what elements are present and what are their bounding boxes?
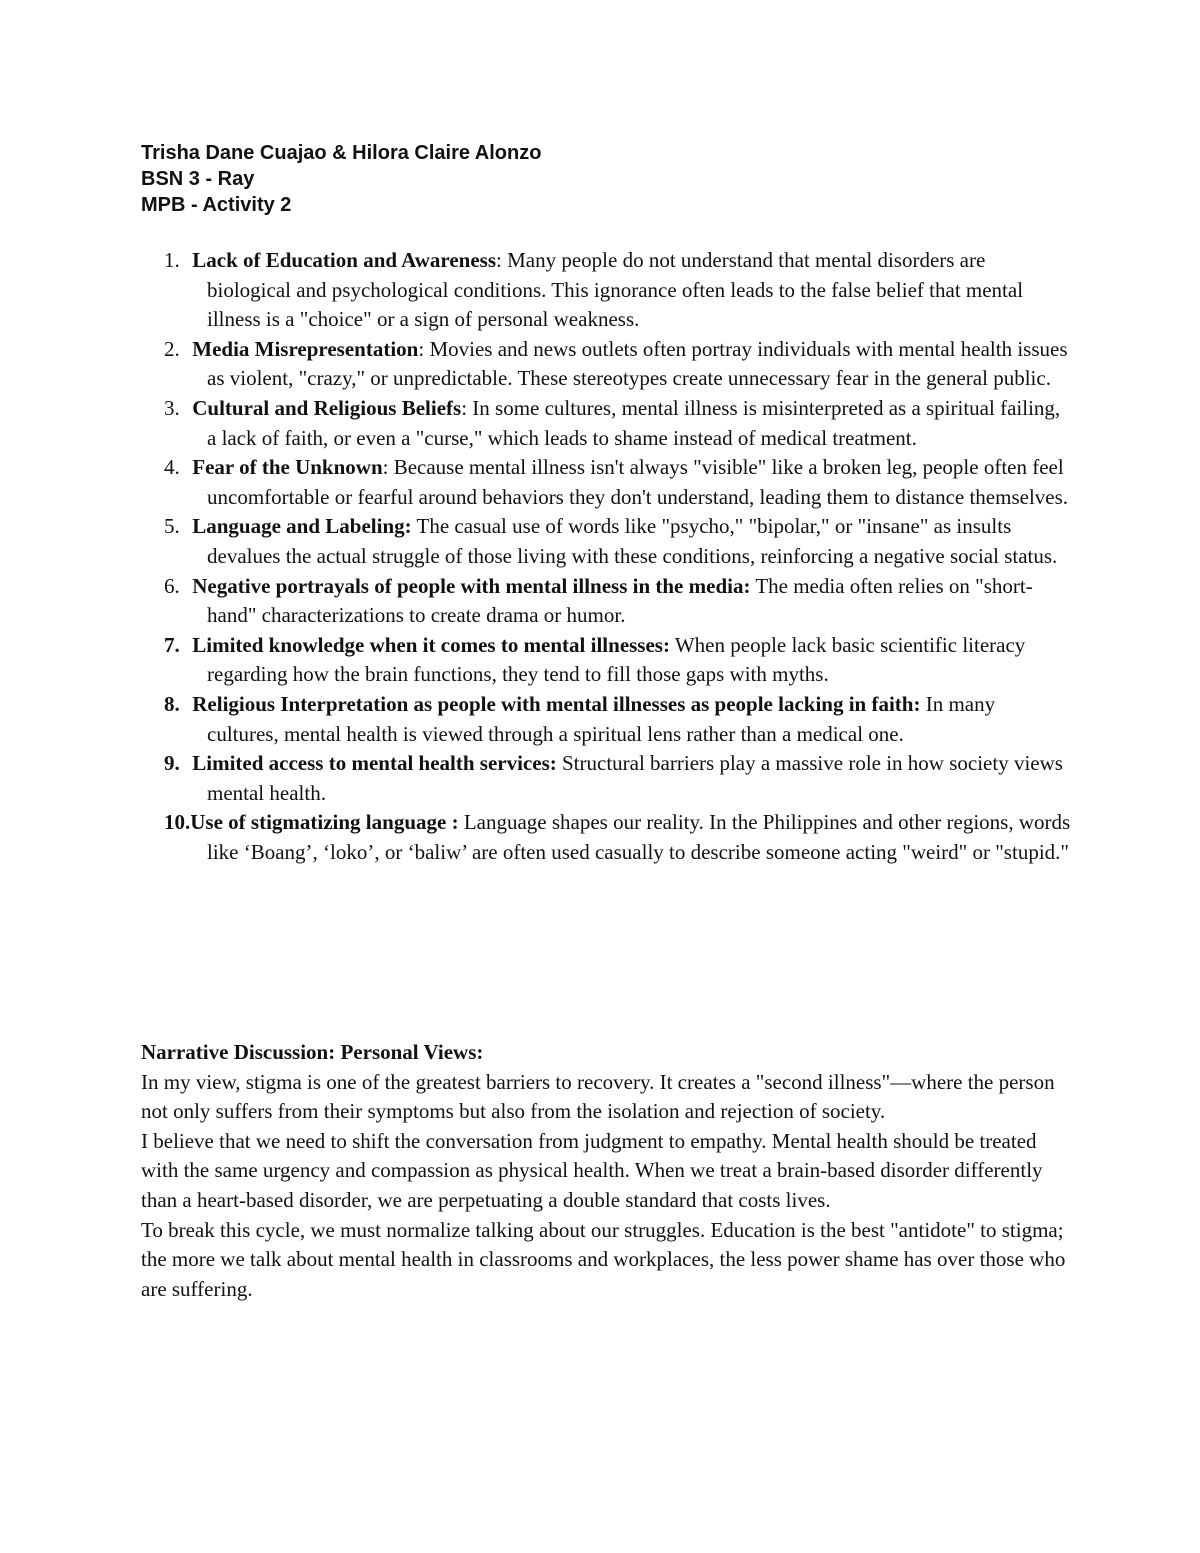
list-item — [141, 394, 1071, 453]
item-text: : Many people do not understand that mental disorders are biological and psychological conditions. This ignorance often leads to the false belief that mental illness is a "choice" or a sign of personal weakness. — [207, 248, 1024, 332]
item-number: 8. — [164, 691, 180, 716]
list-item — [141, 335, 1071, 394]
narrative-paragraph: I believe that we need to shift the conversation from judgment to empathy. Mental health should be treated with the same urgency and compassion as physical health. When we treat a brain-based disorder differently than a heart-based disorder, we are perpetuating a double standard that costs lives. — [141, 1128, 1043, 1212]
activity-line: MPB - Activity 2 — [141, 194, 292, 216]
list-item — [141, 453, 1071, 512]
item-text: : Because mental illness isn't always "visible" like a broken leg, people often feel uncomfortable or fearful around behaviors they don't understand, leading them to distance themselves. — [207, 455, 1069, 509]
item-term: Cultural and Religious Beliefs — [192, 395, 462, 420]
narrative-title: Narrative Discussion: Personal Views: — [141, 1040, 484, 1064]
item-term: Negative portrayals of people with mental illness in the media: — [192, 573, 751, 598]
item-text: The casual use of words like "psycho," "bipolar," or "insane" as insults devalues the actual struggle of those living with these conditions, reinforcing a negative social status. — [207, 514, 1058, 568]
list-item — [141, 808, 1071, 867]
item-term: Fear of the Unknown — [192, 455, 383, 480]
item-number: 4. — [164, 455, 180, 480]
item-text: The media often relies on "short-hand" characterizations to create drama or humor. — [207, 573, 1033, 628]
item-term: Limited access to mental health services: — [192, 751, 557, 776]
narrative-paragraph: To break this cycle, we must normalize talking about our struggles. Education is the best "antidote" to stigma; the more we talk about mental health in classrooms and workplaces, the less power shame has over those who are suffering. — [141, 1217, 1066, 1301]
list-item — [141, 631, 1071, 690]
item-text: Language shapes our reality. In the Philippines and other regions, words like ‘Boang’, ‘loko’, or ‘baliw’ are often used casually to describe someone acting "weird" or "stupid." — [207, 810, 1071, 864]
item-number: 7. — [164, 632, 180, 657]
item-number: 6. — [164, 573, 180, 598]
list-item — [141, 246, 1071, 335]
item-number: 10. — [164, 810, 191, 835]
list-item — [141, 572, 1071, 631]
stigma-factors-list — [141, 246, 1071, 867]
item-term: Use of stigmatizing language : — [190, 810, 459, 835]
document-header — [141, 140, 541, 218]
item-text: : Movies and news outlets often portray individuals with mental health issues as violent, "crazy," or unpredictable. These stereotypes create unnecessary fear in the general public. — [207, 336, 1068, 391]
list-item — [141, 749, 1071, 808]
item-number: 9. — [164, 751, 180, 776]
item-term: Media Misrepresentation — [192, 336, 419, 361]
item-term: Religious Interpretation as people with mental illnesses as people lacking in faith: — [192, 691, 921, 716]
list-item — [141, 690, 1071, 749]
item-number: 2. — [164, 336, 180, 361]
narrative-section — [141, 1038, 1071, 1304]
section-line: BSN 3 - Ray — [141, 168, 255, 190]
item-number: 1. — [164, 248, 180, 272]
item-term: Lack of Education and Awareness — [192, 248, 497, 272]
item-text: : In some cultures, mental illness is misinterpreted as a spiritual failing, a lack of faith, or even a "curse," which leads to shame instead of medical treatment. — [207, 395, 1061, 450]
list-item — [141, 512, 1071, 571]
item-text: Structural barriers play a massive role in how society views mental health. — [207, 751, 1063, 805]
item-term: Limited knowledge when it comes to mental illnesses: — [192, 632, 670, 657]
item-term: Language and Labeling: — [192, 514, 412, 539]
item-number: 3. — [164, 395, 180, 420]
item-number: 5. — [164, 514, 180, 539]
item-text: In many cultures, mental health is viewed through a spiritual lens rather than a medical one. — [207, 691, 996, 746]
authors-line: Trisha Dane Cuajao & Hilora Claire Alonzo — [141, 142, 542, 164]
item-text: When people lack basic scientific literacy regarding how the brain functions, they tend to fill those gaps with myths. — [207, 632, 1026, 687]
narrative-paragraph: In my view, stigma is one of the greatest barriers to recovery. It creates a "second illness"—where the person not only suffers from their symptoms but also from the isolation and rejection of society. — [141, 1069, 1055, 1124]
